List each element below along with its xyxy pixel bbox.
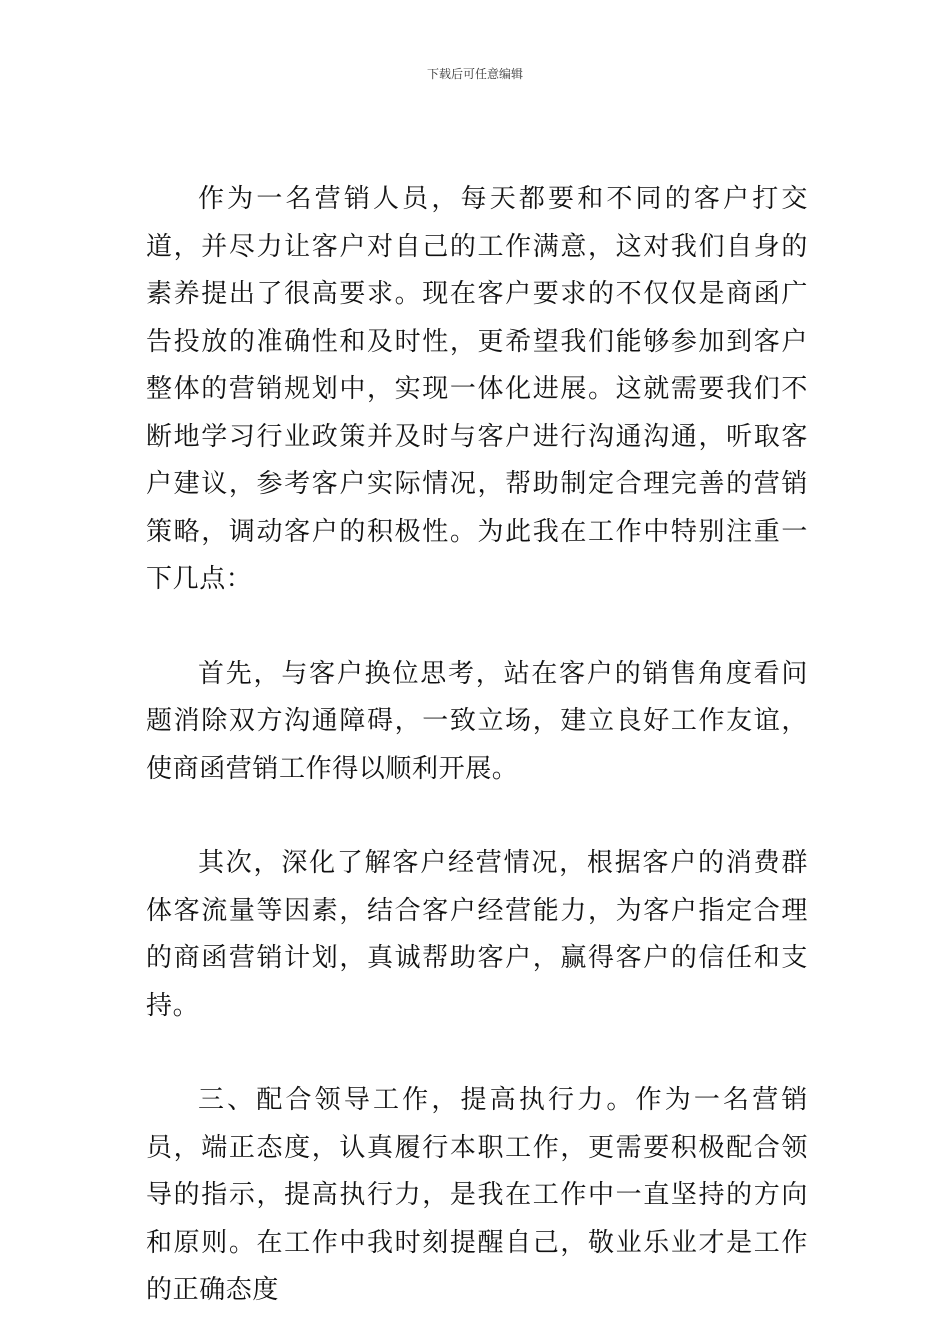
paragraph-intro: 作为一名营销人员，每天都要和不同的客户打交道，并尽力让客户对自己的工作满意，这对我们自身的素养提出了很高要求。现在客户要求的不仅仅是商函广告投放的准确性和及时性，更希望我们能够参加到客户整体的营销规划中，实现一体化进展。这就需要我们不断地学习行业政策并及时与客户进行沟通沟通，听取客户建议，参考客户实际情况，帮助制定合理完善的营销策略，调动客户的积极性。为此我在工作中特别注重一下几点： (146, 184, 808, 594)
paragraph-first-point: 首先，与客户换位思考，站在客户的销售角度看问题消除双方沟通障碍，一致立场，建立良好工作友谊，使商函营销工作得以顺利开展。 (146, 658, 808, 784)
page-header: 下载后可任意编辑 (426, 67, 523, 81)
paragraph-second-point: 其次，深化了解客户经营情况，根据客户的消费群体客流量等因素，结合客户经营能力，为客户指定合理的商函营销计划，真诚帮助客户，赢得客户的信任和支持。 (146, 848, 808, 1021)
paragraph-third-point: 三、配合领导工作，提高执行力。作为一名营销员，端正态度，认真履行本职工作，更需要积极配合领导的指示，提高执行力，是我在工作中一直坚持的方向和原则。在工作中我时刻提醒自己，敬业乐业才是工作的正确态度 (146, 1085, 808, 1305)
document-body (146, 176, 808, 1315)
